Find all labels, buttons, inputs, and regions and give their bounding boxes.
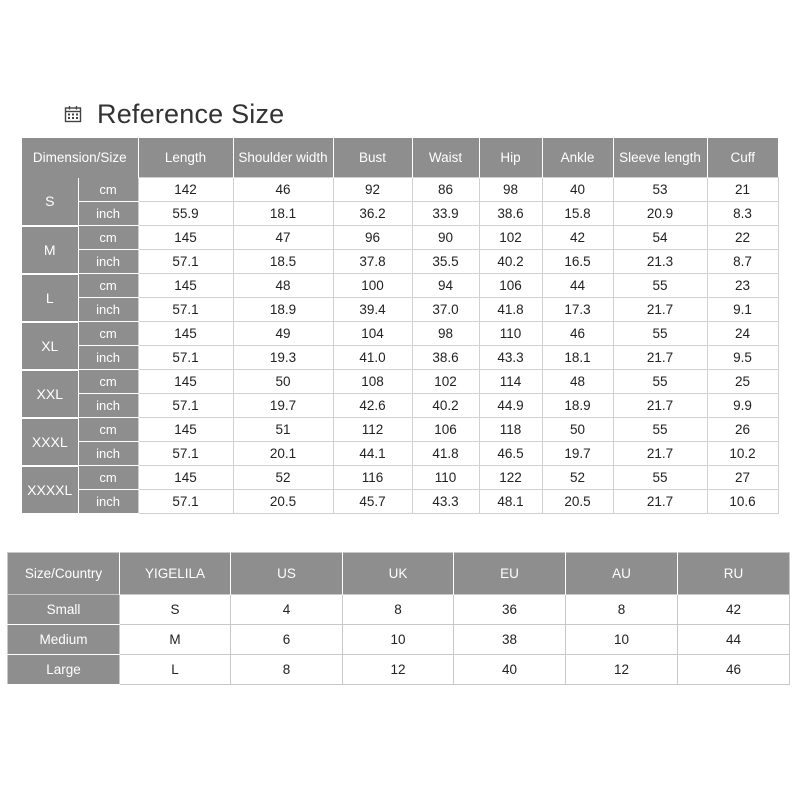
table-cell: 40 [542,178,613,202]
table-cell: 86 [412,178,479,202]
table-cell: 24 [707,322,778,346]
table-cell: 44 [542,274,613,298]
table-cell: 18.5 [233,250,333,274]
table-cell: 48 [233,274,333,298]
table-cell: 20.1 [233,442,333,466]
table-cell: 10 [566,625,678,655]
table-cell: 21.7 [613,442,707,466]
table-cell: 21.7 [613,298,707,322]
table-cell: 42 [678,595,790,625]
row-label: Medium [8,625,120,655]
table-cell: 102 [479,226,542,250]
table-cell: 54 [613,226,707,250]
header-cell: UK [343,553,454,595]
table-cell: 21.7 [613,346,707,370]
table-cell: 110 [412,466,479,490]
table-cell: 9.1 [707,298,778,322]
size-country-table [7,552,790,685]
table-cell: 114 [479,370,542,394]
table-cell: 21.7 [613,490,707,514]
unit-label: inch [78,250,138,274]
table-cell: 118 [479,418,542,442]
header-cell: Cuff [707,138,778,178]
table-cell: 98 [412,322,479,346]
table-cell: 18.1 [542,346,613,370]
table-cell: 8.3 [707,202,778,226]
size-chart-table [22,138,779,515]
table-cell: 26 [707,418,778,442]
unit-label: cm [78,178,138,202]
table-row [22,418,778,442]
table-cell: 12 [566,655,678,685]
table-cell: 41.8 [412,442,479,466]
table-cell: 145 [138,226,233,250]
unit-label: cm [78,322,138,346]
table-cell: 106 [412,418,479,442]
table-cell: 46 [233,178,333,202]
size-label: XXXXL [22,466,78,514]
table-cell: 9.5 [707,346,778,370]
country-table-body [8,595,790,685]
table-cell: 98 [479,178,542,202]
table-cell: 100 [333,274,412,298]
unit-label: inch [78,346,138,370]
table-cell: 122 [479,466,542,490]
table-row [8,595,790,625]
table-cell: 8 [231,655,343,685]
table-cell: 112 [333,418,412,442]
table-cell: 38.6 [412,346,479,370]
table-cell: 46 [542,322,613,346]
table-cell: 35.5 [412,250,479,274]
table-row [22,394,778,418]
table-cell: 18.1 [233,202,333,226]
table-row [22,442,778,466]
table-cell: 25 [707,370,778,394]
unit-label: cm [78,466,138,490]
table-cell: 42 [542,226,613,250]
header-cell: RU [678,553,790,595]
size-table-body [22,178,778,514]
table-cell: 50 [542,418,613,442]
country-table-header-row [8,553,790,595]
table-cell: 18.9 [233,298,333,322]
header-cell: Ankle [542,138,613,178]
table-cell: 46.5 [479,442,542,466]
header-cell: Shoulder width [233,138,333,178]
table-cell: 110 [479,322,542,346]
size-label: XXL [22,370,78,418]
table-cell: 90 [412,226,479,250]
table-row [22,226,778,250]
size-label: M [22,226,78,274]
table-cell: 38.6 [479,202,542,226]
table-cell: L [120,655,231,685]
table-cell: 55 [613,274,707,298]
table-cell: 45.7 [333,490,412,514]
table-cell: 46 [678,655,790,685]
header-cell: Size/Country [8,553,120,595]
table-cell: 47 [233,226,333,250]
table-cell: 6 [231,625,343,655]
table-cell: 22 [707,226,778,250]
table-row [22,466,778,490]
table-cell: 12 [343,655,454,685]
table-cell: 16.5 [542,250,613,274]
table-cell: 55 [613,466,707,490]
table-row [22,274,778,298]
table-row [22,298,778,322]
header-cell: Hip [479,138,542,178]
unit-label: cm [78,226,138,250]
table-row [22,346,778,370]
table-cell: 36 [454,595,566,625]
table-cell: 53 [613,178,707,202]
table-cell: 57.1 [138,250,233,274]
table-cell: 21 [707,178,778,202]
table-cell: S [120,595,231,625]
table-row [22,250,778,274]
table-cell: 145 [138,370,233,394]
table-cell: 55 [613,370,707,394]
size-label: L [22,274,78,322]
table-cell: 40.2 [479,250,542,274]
table-cell: 10 [343,625,454,655]
table-cell: 52 [233,466,333,490]
table-cell: 19.7 [233,394,333,418]
table-cell: 145 [138,466,233,490]
table-cell: 44 [678,625,790,655]
table-row [22,490,778,514]
table-cell: 38 [454,625,566,655]
table-cell: 20.5 [542,490,613,514]
row-label: Small [8,595,120,625]
table-cell: 15.8 [542,202,613,226]
table-cell: 10.2 [707,442,778,466]
table-row [8,625,790,655]
table-cell: 41.0 [333,346,412,370]
table-cell: 104 [333,322,412,346]
table-cell: 51 [233,418,333,442]
table-cell: 145 [138,322,233,346]
header-cell: Length [138,138,233,178]
table-cell: 55.9 [138,202,233,226]
table-cell: 39.4 [333,298,412,322]
table-cell: 108 [333,370,412,394]
header-cell: US [231,553,343,595]
table-cell: 21.3 [613,250,707,274]
table-cell: 57.1 [138,490,233,514]
table-cell: 37.0 [412,298,479,322]
table-cell: 8 [343,595,454,625]
table-cell: 92 [333,178,412,202]
table-cell: 40.2 [412,394,479,418]
table-cell: 94 [412,274,479,298]
table-cell: 57.1 [138,346,233,370]
size-table-header-row [22,138,778,178]
title-row [64,96,284,132]
table-cell: 145 [138,274,233,298]
table-row [22,178,778,202]
table-cell: 44.9 [479,394,542,418]
table-cell: 55 [613,418,707,442]
table-cell: 42.6 [333,394,412,418]
table-cell: 116 [333,466,412,490]
table-cell: 21.7 [613,394,707,418]
table-cell: 37.8 [333,250,412,274]
table-cell: 10.6 [707,490,778,514]
unit-label: inch [78,490,138,514]
row-label: Large [8,655,120,685]
table-cell: 9.9 [707,394,778,418]
table-cell: 18.9 [542,394,613,418]
table-cell: 20.9 [613,202,707,226]
table-cell: 41.8 [479,298,542,322]
table-cell: 49 [233,322,333,346]
table-cell: 55 [613,322,707,346]
unit-label: inch [78,202,138,226]
table-cell: 43.3 [412,490,479,514]
table-cell: 27 [707,466,778,490]
table-cell: 20.5 [233,490,333,514]
table-cell: 106 [479,274,542,298]
table-cell: 8.7 [707,250,778,274]
table-row [22,370,778,394]
header-cell: YIGELILA [120,553,231,595]
table-cell: 40 [454,655,566,685]
header-cell: Dimension/Size [22,138,138,178]
table-cell: 145 [138,418,233,442]
table-cell: 57.1 [138,442,233,466]
page-title: Reference Size [97,98,285,129]
table-cell: 48.1 [479,490,542,514]
table-cell: M [120,625,231,655]
header-cell: Waist [412,138,479,178]
table-cell: 44.1 [333,442,412,466]
size-label: XL [22,322,78,370]
table-cell: 48 [542,370,613,394]
size-label: XXXL [22,418,78,466]
unit-label: cm [78,274,138,298]
table-cell: 50 [233,370,333,394]
table-cell: 43.3 [479,346,542,370]
unit-label: inch [78,394,138,418]
unit-label: cm [78,370,138,394]
size-label: S [22,178,78,226]
unit-label: inch [78,442,138,466]
table-row [22,322,778,346]
header-cell: AU [566,553,678,595]
table-row [8,655,790,685]
table-cell: 57.1 [138,298,233,322]
header-cell: Bust [333,138,412,178]
table-row [22,202,778,226]
table-cell: 8 [566,595,678,625]
table-cell: 4 [231,595,343,625]
table-cell: 36.2 [333,202,412,226]
unit-label: cm [78,418,138,442]
table-cell: 96 [333,226,412,250]
table-cell: 52 [542,466,613,490]
table-cell: 142 [138,178,233,202]
table-cell: 23 [707,274,778,298]
table-cell: 19.7 [542,442,613,466]
header-cell: Sleeve length [613,138,707,178]
table-cell: 57.1 [138,394,233,418]
unit-label: inch [78,298,138,322]
table-cell: 17.3 [542,298,613,322]
calendar-icon [64,105,82,123]
table-cell: 19.3 [233,346,333,370]
table-cell: 102 [412,370,479,394]
header-cell: EU [454,553,566,595]
table-cell: 33.9 [412,202,479,226]
